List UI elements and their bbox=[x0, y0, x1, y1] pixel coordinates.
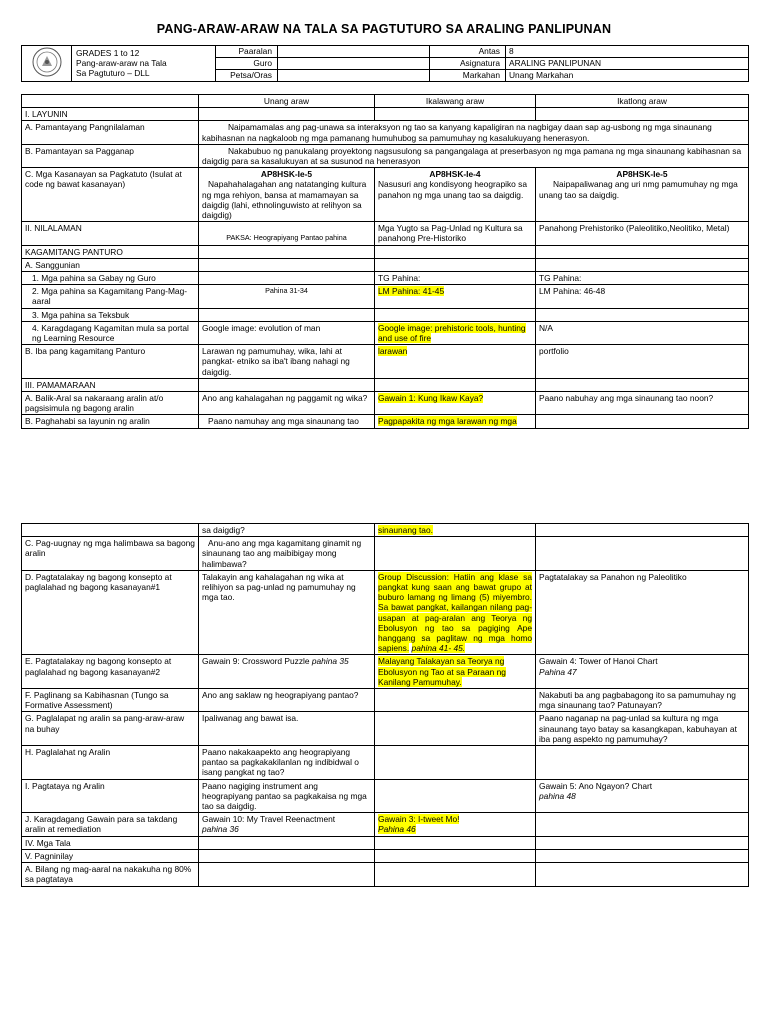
row-label: A. Bilang ng mag-aaral na nakakuha ng 80% sa pagtataya bbox=[22, 863, 199, 886]
row-label: B. Iba pang kagamitang Panturo bbox=[22, 345, 199, 379]
row-continuation bbox=[22, 524, 749, 537]
page-ref: pahina 36 bbox=[202, 824, 239, 835]
row-label: 2. Mga pahina sa Kagamitang Pang-Mag-aaral bbox=[22, 285, 199, 308]
row-label: F. Paglinang sa Kabihasnan (Tungo sa Formative Assessment) bbox=[22, 689, 199, 712]
competency-code: AP8HSK-Ie-4 bbox=[429, 169, 481, 180]
row-pagninilay bbox=[22, 849, 749, 862]
competency-text: Napahahalagahan ang natatanging kultura ng mga rehiyon, bansa at mamamayan sa daigdig (lahi, ethnolinguwisto at relihyon sa daigdig) bbox=[202, 179, 367, 221]
row-paglinang bbox=[22, 689, 749, 712]
day-2-cell bbox=[375, 415, 536, 428]
day-2-cell bbox=[375, 813, 536, 836]
activity-text: Gawain 9: Crossword Puzzle bbox=[202, 656, 310, 667]
day-1-cell: sa daigdig? bbox=[199, 524, 375, 537]
competency-code: AP8HSK-Ie-5 bbox=[616, 169, 668, 180]
row-pag-uugnay bbox=[22, 537, 749, 571]
day-2-cell bbox=[375, 570, 536, 655]
day-3-cell bbox=[536, 655, 749, 689]
day-1-cell: Ipaliwanag ang bawat isa. bbox=[199, 712, 375, 746]
competency-text: Nasusuri ang kondisyong heograpiko sa panahon ng mga unang tao sa daigdig. bbox=[378, 179, 527, 200]
pamamaraan-heading: III. PAMAMARAAN bbox=[22, 378, 199, 391]
day-1-cell: Paano nagiging instrument ang heograpiyang pantao sa pagkakaisa ng mga tao sa daigdig. bbox=[199, 779, 375, 813]
value-antas[interactable]: 8 bbox=[506, 46, 749, 58]
row-paglalapat bbox=[22, 712, 749, 746]
day-2-cell bbox=[375, 524, 536, 537]
deped-seal-icon bbox=[32, 47, 62, 77]
value-markahan[interactable]: Unang Markahan bbox=[506, 70, 749, 82]
row-label: B. Paghahabi sa layunin ng aralin bbox=[22, 415, 199, 428]
row-label: C. Pag-uugnay ng mga halimbawa sa bagong aralin bbox=[22, 537, 199, 571]
highlight-text: Google image: prehistoric tools, hunting and use of fire bbox=[378, 322, 526, 344]
row-pagtataya bbox=[22, 779, 749, 813]
page-ref: Pahina 47 bbox=[539, 666, 577, 677]
label-paaralan: Paaralan bbox=[216, 46, 278, 58]
mga-tala-heading: IV. Mga Tala bbox=[22, 836, 199, 849]
row-pamamaraan bbox=[22, 378, 749, 391]
row-paglalahat bbox=[22, 746, 749, 780]
row-label: A. Pamantayang Pangnilalaman bbox=[22, 121, 199, 144]
day-3-cell bbox=[536, 779, 749, 813]
row-label: C. Mga Kasanayan sa Pagkatuto (Isulat at code ng bawat kasanayan) bbox=[22, 168, 199, 222]
kagamitan-heading: KAGAMITANG PANTURO bbox=[22, 245, 199, 258]
row-balik-aral bbox=[22, 392, 749, 415]
activity-text: Gawain 5: Ano Ngayon? Chart bbox=[539, 780, 653, 791]
value-guro[interactable] bbox=[278, 58, 430, 70]
highlight-page-ref: pahina 41- 45. bbox=[411, 643, 466, 654]
row-iba-pang-kagamitan bbox=[22, 345, 749, 379]
highlight-text: LM Pahina: 41-45 bbox=[378, 286, 445, 297]
dll-line-2: Sa Pagtuturo – DLL bbox=[76, 68, 150, 78]
day-2-cell bbox=[375, 345, 536, 379]
row-kagamitang-mag-aaral bbox=[22, 285, 749, 308]
nilalaman-heading: II. NILALAMAN bbox=[22, 222, 199, 245]
highlight-text: larawan bbox=[378, 346, 408, 357]
day-1-cell bbox=[199, 813, 375, 836]
day-1-cell: Ano ang saklaw ng heograpiyang pantao? bbox=[199, 689, 375, 712]
highlight-text: Group Discussion: Hatiin ang klase sa pangkat kung saan ang bawat grupo at buburo lamang ng limang (5) miyembro. Sa bawat pangkat, kailangan nilang pag-usapan at pag-aralan ang Teorya ng Ebolusyon ng tao sa pagiging Ape hanggang sa paglitaw ng mga homo sapiens. bbox=[378, 571, 532, 654]
row-label: 3. Mga pahina sa Teksbuk bbox=[22, 308, 199, 321]
highlight-page-ref: Pahina 46 bbox=[378, 824, 416, 835]
row-pagtatalakay-2 bbox=[22, 655, 749, 689]
row-karagdagang-kagamitan bbox=[22, 321, 749, 344]
layunin-row bbox=[22, 108, 749, 121]
highlight-text: Gawain 1: Kung Ikaw Kaya? bbox=[378, 393, 484, 404]
row-kasanayan bbox=[22, 168, 749, 222]
day-1-cell: Pahina 31-34 bbox=[199, 285, 375, 308]
day-1-cell bbox=[199, 655, 375, 689]
row-paghahabi bbox=[22, 415, 749, 428]
sanggunian-heading: A. Sanggunian bbox=[22, 258, 199, 271]
row-pagtatalakay-1 bbox=[22, 570, 749, 655]
label-guro: Guro bbox=[216, 58, 278, 70]
row-bilang-mag-aaral bbox=[22, 863, 749, 886]
day-2-cell bbox=[375, 285, 536, 308]
label-antas: Antas bbox=[430, 46, 506, 58]
layunin-heading: I. LAYUNIN bbox=[22, 108, 199, 121]
day-3-cell: Nakabuti ba ang pagbabagong ito sa pamumuhay ng mga sinaunang tao? Patunayan? bbox=[536, 689, 749, 712]
day-3-cell: portfolio bbox=[536, 345, 749, 379]
day-1-cell: PAKSA: Heograpiyang Pantao pahina bbox=[199, 222, 375, 245]
cell-text: Naipamamalas ang pag-unawa sa interaksyon ng tao sa kanyang kapaligiran na nagbigay daan sap ag-usbong ng mga sinaunang kabihasnan na nagkaloob ng mga pamanang humuhubog sa pamumuhay ng kasalukuyang henerasyon. bbox=[199, 121, 749, 144]
activity-text: Gawain 10: My Travel Reenactment bbox=[202, 814, 336, 825]
row-nilalaman bbox=[22, 222, 749, 245]
row-label: 1. Mga pahina sa Gabay ng Guro bbox=[22, 272, 199, 285]
row-teksbuk bbox=[22, 308, 749, 321]
day-3-cell: N/A bbox=[536, 321, 749, 344]
day-1-cell: Paano nakakaapekto ang heograpiyang pantao sa pagkakakilanlan ng indibidwal o isang pangkat ng tao? bbox=[199, 746, 375, 780]
day-3-cell: TG Pahina: bbox=[536, 272, 749, 285]
cell-text: Nakabubuo ng panukalang proyektong nagsusulong sa pangangalaga at preserbasyon ng mga pamana ng mga sinaunang kabihasnan sa daigdig para sa kasalukuyan at sa susunod na henerasyon bbox=[199, 144, 749, 167]
row-label: D. Pagtatalakay ng bagong konsepto at paglalahad ng bagong kasanayan#1 bbox=[22, 570, 199, 655]
competency-text: Naipapaliwanag ang uri nmg pamumuhay ng mga unang tao sa daigdig. bbox=[539, 179, 738, 200]
day-3-header: Ikatlong araw bbox=[536, 95, 749, 108]
page-title: PANG-ARAW-ARAW NA TALA SA PAGTUTURO SA ARALING PANLIPUNAN bbox=[156, 22, 612, 36]
value-paaralan[interactable] bbox=[278, 46, 430, 58]
activity-text: Gawain 4: Tower of Hanoi Chart bbox=[539, 656, 658, 667]
row-label: 4. Karagdagang Kagamitan mula sa portal ng Learning Resource bbox=[22, 321, 199, 344]
day-1-cell: Ano ang kahalagahan ng paggamit ng wika? bbox=[199, 392, 375, 415]
day-3-cell: LM Pahina: 46-48 bbox=[536, 285, 749, 308]
highlight-text: sinaunang tao. bbox=[378, 525, 433, 535]
grades-label: GRADES 1 to 12 bbox=[76, 48, 140, 58]
day-1-header: Unang araw bbox=[199, 95, 375, 108]
dll-line-1: Pang-araw-araw na Tala bbox=[76, 58, 167, 68]
dll-info bbox=[72, 46, 216, 82]
row-label: H. Paglalahat ng Aralin bbox=[22, 746, 199, 780]
day-3-cell: Paano naganap na pag-unlad sa kultura ng mga sinaunang tayo batay sa kasangkapan, kabuhayan at iba pang aspekto ng pamumuhay? bbox=[536, 712, 749, 746]
label-petsa: Petsa/Oras bbox=[216, 70, 278, 82]
label-markahan: Markahan bbox=[430, 70, 506, 82]
highlight-text: Malayang Talakayan sa Teorya ng Ebolusyon ng Tao at sa Paraan ng Kanilang Pamumuhay. bbox=[378, 656, 506, 687]
row-kagamitan bbox=[22, 245, 749, 258]
day-2-header: Ikalawang araw bbox=[375, 95, 536, 108]
row-sanggunian bbox=[22, 258, 749, 271]
lesson-table-part-2 bbox=[21, 523, 749, 887]
highlight-text: Gawain 3: I-tweet Mo! bbox=[378, 814, 460, 825]
row-pamantayang-pangnilalaman bbox=[22, 121, 749, 144]
lesson-table-part-1 bbox=[21, 94, 749, 429]
day-header-row bbox=[22, 95, 749, 108]
day-1-cell: Anu-ano ang mga kagamitang ginamit ng sinaunang tao ang maibibigay mong halimbawa? bbox=[199, 537, 375, 571]
row-label: B. Pamantayan sa Pagganap bbox=[22, 144, 199, 167]
day-1-cell: Paano namuhay ang mga sinaunang tao bbox=[199, 415, 375, 428]
highlight-text: Pagpapakita ng mga larawan ng mga bbox=[378, 416, 517, 427]
day-3-cell: Panahong Prehistoriko (Paleolitiko,Neolitiko, Metal) bbox=[536, 222, 749, 245]
day-1-cell bbox=[199, 168, 375, 222]
page-ref: pahina 48 bbox=[539, 790, 576, 801]
page-ref: pahina 35 bbox=[311, 656, 349, 667]
day-2-cell: Mga Yugto sa Pag-Unlad ng Kultura sa panahong Pre-Historiko bbox=[375, 222, 536, 245]
day-3-cell bbox=[536, 168, 749, 222]
day-1-cell: Talakayin ang kahalagahan ng wika at relihiyon sa pag-unlad ng pamumuhay ng mga tao. bbox=[199, 570, 375, 655]
row-label: A. Balik-Aral sa nakaraang aralin at/o pagsisimula ng bagong aralin bbox=[22, 392, 199, 415]
day-3-cell: Pagtatalakay sa Panahon ng Paleolitiko bbox=[536, 570, 749, 655]
row-gabay-guro bbox=[22, 272, 749, 285]
row-label: J. Karagdagang Gawain para sa takdang aralin at remediation bbox=[22, 813, 199, 836]
row-label: E. Pagtatalakay ng bagong konsepto at paglalahad ng bagong kasanayan#2 bbox=[22, 655, 199, 689]
day-2-cell bbox=[375, 392, 536, 415]
value-asignatura[interactable]: ARALING PANLIPUNAN bbox=[506, 58, 749, 70]
row-karagdagang-gawain bbox=[22, 813, 749, 836]
row-label: I. Pagtataya ng Aralin bbox=[22, 779, 199, 813]
day-3-cell: Paano nabuhay ang mga sinaunang tao noon? bbox=[536, 392, 749, 415]
header-table bbox=[21, 45, 749, 82]
value-petsa[interactable] bbox=[278, 70, 430, 82]
competency-code: AP8HSK-Ie-5 bbox=[260, 169, 313, 180]
day-2-cell bbox=[375, 168, 536, 222]
logo-cell bbox=[22, 46, 72, 82]
day-2-cell bbox=[375, 321, 536, 344]
day-2-cell bbox=[375, 655, 536, 689]
label-asignatura: Asignatura bbox=[430, 58, 506, 70]
row-label: G. Paglalapat ng aralin sa pang-araw-araw na buhay bbox=[22, 712, 199, 746]
day-1-cell: Google image: evolution of man bbox=[199, 321, 375, 344]
pagninilay-heading: V. Pagninilay bbox=[22, 849, 199, 862]
row-pamantayan-sa-pagganap bbox=[22, 144, 749, 167]
day-2-cell: TG Pahina: bbox=[375, 272, 536, 285]
row-mga-tala bbox=[22, 836, 749, 849]
day-1-cell: Larawan ng pamumuhay, wika, lahi at pangkat- etniko sa iba't ibang nahagi ng daigdig. bbox=[199, 345, 375, 379]
